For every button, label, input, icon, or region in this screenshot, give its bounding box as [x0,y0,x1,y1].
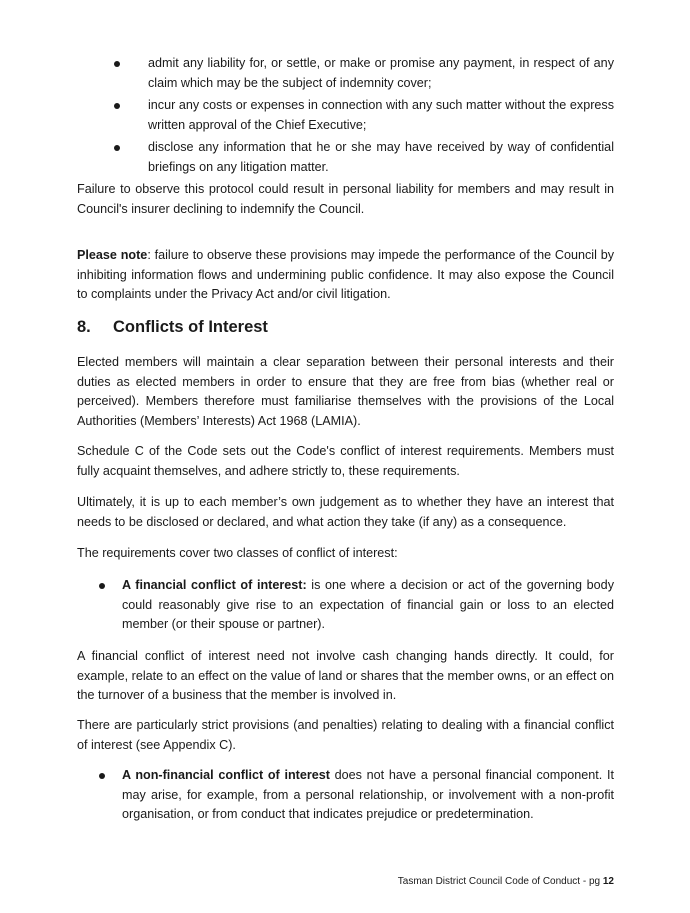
non-financial-conflict-bullet [122,766,614,825]
requirements-paragraph: The requirements cover two classes of conflict of interest: [77,546,398,560]
bullet-icon [99,773,105,779]
bullet-icon [114,61,120,67]
failure-paragraph: Failure to observe this protocol could result in personal liability for members and may result in Council's insurer declining to indemnify the Council. [77,182,614,216]
bullet-icon [99,583,105,589]
please-note-label: Please note [77,248,148,262]
bullet-disclose: disclose any information that he or she may have received by way of confidential briefings on any litigation matter. [148,140,614,174]
bullet-icon [114,103,120,109]
bullet-liability: admit any liability for, or settle, or make or promise any payment, in respect of any claim which may be the subject of indemnity cover; [148,56,614,90]
financial-conflict-text: is one where a decision or act of the governing body could reasonably give rise to an expectation of financial gain or loss to an elected member (or their spouse or partner). [122,578,614,631]
footer-text: Tasman District Council Code of Conduct - pg [397,876,603,887]
financial-conflict-label: A financial conflict of interest: [122,578,307,592]
non-financial-conflict-label: A non-financial conflict of interest [122,768,330,782]
judgement-paragraph: Ultimately, it is up to each member’s own judgement as to whether they have an interest that needs to be disclosed or declared, and what action they take (if any) as a consequence. [77,495,614,529]
bullet-costs: incur any costs or expenses in connection with any such matter without the express written approval of the Chief Executive; [148,98,614,132]
section-number: 8. [77,318,91,336]
section-heading [77,318,268,337]
page-number: 12 [602,876,614,887]
please-note-text: : failure to observe these provisions may impede the performance of the Council by inhibiting information flows and undermining public confidence. It may also expose the Council to complaints under the Privacy Act and/or civil litigation. [77,248,614,301]
financial-paragraph: A financial conflict of interest need not involve cash changing hands directly. It could, for example, relate to an effect on the value of land or shares that the member owns, or an effect on the turnover of a business that the member is involved in. [77,649,614,702]
bullet-icon [114,145,120,151]
section-title: Conflicts of Interest [113,318,268,336]
schedule-c-paragraph: Schedule C of the Code sets out the Code's conflict of interest requirements. Members must fully acquaint themselves, and adhere strictly to, these requirements. [77,444,614,478]
please-note-paragraph [77,246,614,305]
page-footer [398,876,614,887]
separation-paragraph: Elected members will maintain a clear separation between their personal interests and their duties as elected members in order to ensure that they are free from bias (whether real or perceived). Members therefore must familiarise themselves with the provisions of the Local Authorities (Members’ Interests) Act 1968 (LAMIA). [77,355,614,428]
financial-conflict-bullet [122,576,614,635]
strict-provisions-paragraph: There are particularly strict provisions (and penalties) relating to dealing with a financial conflict of interest (see Appendix C). [77,718,614,752]
non-financial-conflict-text: does not have a personal financial component. It may arise, for example, from a personal relationship, or involvement with a non-profit organisation, or from conduct that indicates prejudice or predetermination. [122,768,614,821]
